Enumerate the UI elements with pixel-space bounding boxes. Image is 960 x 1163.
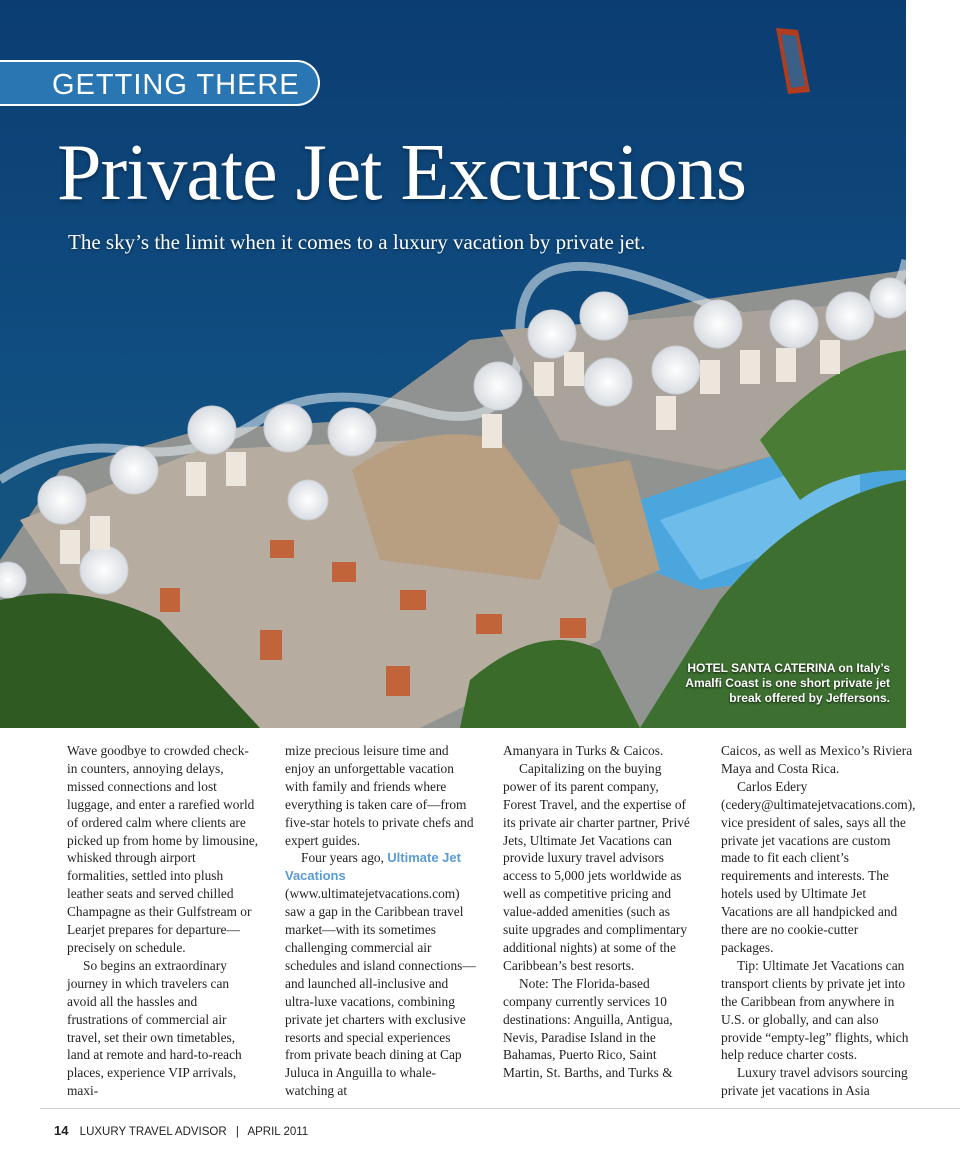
dek: The sky’s the limit when it comes to a luxury vacation by private jet.: [68, 230, 646, 254]
article-column-1: [67, 742, 259, 1099]
paragraph: So begins an extraordinary journey in which travelers can avoid all the hassles and frustrations of commercial air travel, set their own timetables, land at remote and hard-to-reach places, experience VIP arrivals, maxi-: [67, 957, 242, 1099]
page-footer: [54, 1123, 308, 1138]
paragraph: Luxury travel advisors sourcing private jet vacations in Asia: [721, 1065, 908, 1099]
caption-line: break offered by Jeffersons.: [729, 691, 890, 705]
footer-rule: [40, 1108, 960, 1109]
article-column-4: [721, 742, 916, 1099]
photo-caption: [640, 661, 890, 706]
caption-line: Amalfi Coast is one short private jet: [685, 676, 890, 690]
headline: Private Jet Excursions: [57, 129, 746, 217]
article-column-3: [503, 742, 695, 1094]
article-column-2: [285, 742, 477, 1099]
paragraph: Tip: Ultimate Jet Vacations can transport clients by private jet into the Caribbean from anywhere in U.S. or globally, and can also provide “empty-leg” flights, which help reduce charter costs.: [721, 957, 909, 1063]
page-number: 14: [54, 1123, 69, 1138]
article-body: [67, 742, 916, 1099]
paragraph-lead: Four years ago,: [301, 850, 388, 866]
paragraph-text: (www.ultimatejetvacations.com) saw a gap in the Caribbean travel market—with its sometimes challenging commercial air schedules and island connections—and launched all-inclusive and ultra-luxe vacations, combining private jet charters with exclusive resorts and special experiences from private beach dining at Cap Juluca in Anguilla to whale-watching at: [285, 886, 476, 1099]
issue-date: APRIL 2011: [247, 1126, 309, 1138]
section-tag: GETTING THERE: [0, 60, 320, 106]
paragraph: Capitalizing on the buying power of its parent company, Forest Travel, and the expertise of its private air charter partner, Privé Jets, Ultimate Jet Vacations can provide luxury travel advisors access to 5,000 jets worldwide as well as competitive pricing and value-added amenities (such as suite upgrades and complimentary additional nights) at some of the Caribbean’s best resorts.: [503, 760, 690, 973]
brand-name: Ultimate Jet Vacations: [285, 850, 461, 884]
paragraph: Note: The Florida-based company currently services 10 destinations: Anguilla, Antigua, Nevis, Paradise Island in the Bahamas, Puerto Rico, Saint Martin, St. Barths, and Turks &: [503, 975, 673, 1081]
paragraph: Caicos, as well as Mexico’s Riviera Maya and Costa Rica.: [721, 743, 913, 776]
paragraph: Amanyara in Turks & Caicos.: [503, 743, 664, 758]
page-margin: [906, 0, 960, 728]
footer-separator: |: [235, 1126, 239, 1138]
paragraph: Carlos Edery (cedery@ultimatejetvacations.com), vice president of sales, says all the private jet vacations are custom made to fit each client’s requirements and interests. The hotels used by Ultimate Jet Vacations are all handpicked and there are no cookie-cutter packages.: [721, 778, 916, 955]
paragraph: Wave goodbye to crowded check-in counters, annoying delays, missed connections and lost luggage, and enter a rarefied world of ordered calm where clients are picked up from home by limousine, whisked through airport formalities, settled into plush leather seats and served chilled Champagne as their Gulfstream or Learjet prepares for departure—precisely on schedule.: [67, 743, 259, 955]
publication-name: LUXURY TRAVEL ADVISOR: [79, 1126, 227, 1138]
paragraph: [285, 849, 477, 1100]
paragraph: mize precious leisure time and enjoy an unforgettable vacation with family and friends where everything is taken care of—from five-star hotels to private chefs and expert guides.: [285, 743, 474, 848]
caption-line: HOTEL SANTA CATERINA on Italy’s: [687, 661, 890, 675]
